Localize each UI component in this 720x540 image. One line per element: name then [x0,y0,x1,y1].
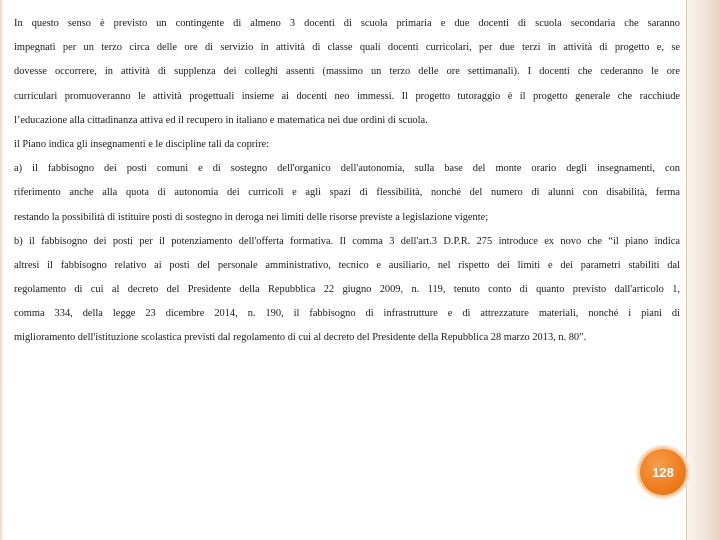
text-line: regolamento di cui al decreto del Presidente della Repubblica 22 giugno 2009, n. 119, tenuto conto di quanto previsto dall'articolo 1, [14,284,680,296]
text-line: riferimento anche alla quota di autonomia dei curricoli e agli spazi di flessibilità, nonché del numero di alunni con disabilità, ferma [14,187,680,199]
text-line: miglioramento dell'istituzione scolastica previsti dal regolamento di cui al decreto del Presidente della Repubblica 28 marzo 2013, n. 80”. [14,332,587,344]
slide-left-border [0,0,3,540]
slide-right-border [686,0,720,540]
text-line: comma 334, della legge 23 dicembre 2014, n. 190, il fabbisogno di infrastrutture e di attrezzature materiali, nonché i piani di [14,308,680,320]
text-line: a) il fabbisogno dei posti comuni e di sostegno dell'organico dell'autonomia, sulla base del monte orario degli insegnamenti, con [14,163,680,175]
paragraph-contingente-docenti [14,12,680,133]
paragraph-piano-indica [14,133,680,157]
page-number: 128 [652,464,674,480]
page-number-badge [640,449,686,495]
text-line: l’educazione alla cittadinanza attiva ed il recupero in italiano e matematica nei due ordini di scuola. [14,114,428,126]
text-line: In questo senso è previsto un contingente di almeno 3 docenti di scuola primaria e due docenti di scuola secondaria che saranno [14,18,680,29]
paragraph-fabbisogno-posti-comuni [14,157,680,230]
text-line: il Piano indica gli insegnamenti e le discipline tali da coprire: [14,138,270,150]
text-line: impegnati per un terzo circa delle ore di servizio in attività di classe quali docenti curricolari, per due terzi in attività di progetto e, se [14,42,680,54]
text-line: curriculari promuoveranno le attività progettuali insieme ai docenti neo immessi. Il progetto tutoraggio è il progetto generale che racchiude [14,90,680,102]
document-body [14,12,680,351]
paragraph-fabbisogno-potenziamento [14,230,680,351]
text-line: restando la possibilità di istituire posti di sostegno in deroga nei limiti delle risorse previste a legislazione vigente; [14,211,489,223]
text-line: altresì il fabbisogno relativo ai posti del personale amministrativo, tecnico e ausiliario, nel rispetto dei limiti e dei parametri stabiliti dal [14,259,680,271]
text-line: b) il fabbisogno dei posti per il potenziamento dell'offerta formativa. Il comma 3 dell'art.3 D.P.R. 275 introduce ex novo che “il piano indica [14,235,680,247]
text-line: dovesse occorrere, in attività di supplenza dei colleghi assenti (massimo un terzo delle ore settimanali). I docenti che cederanno le ore [14,66,680,78]
